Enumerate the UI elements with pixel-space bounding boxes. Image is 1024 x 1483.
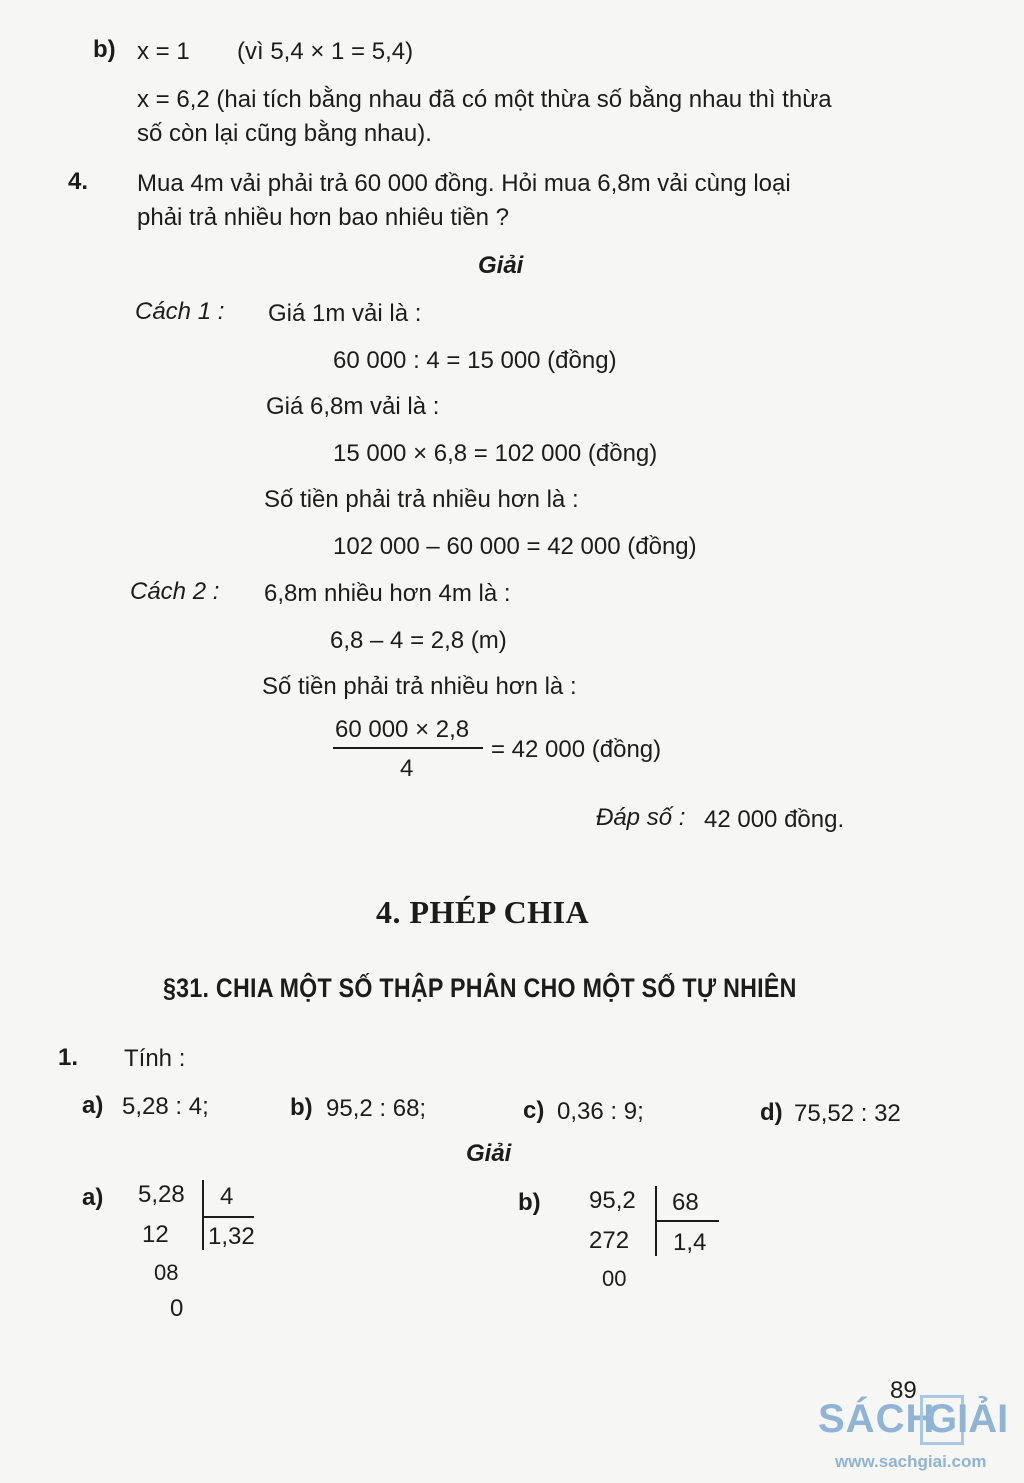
method1-label: Cách 1 :: [135, 298, 225, 325]
item-label-b: b): [93, 36, 116, 63]
answer-value: 42 000 đồng.: [704, 806, 845, 833]
problem-text-line2: phải trả nhiều hơn bao nhiêu tiền ?: [137, 204, 510, 231]
chapter-title: 4. PHÉP CHIA: [376, 894, 590, 930]
exercise-number: 1.: [58, 1044, 79, 1071]
exercise-item-b-expr: 95,2 : 68;: [326, 1095, 427, 1122]
method2-step2-text: Số tiền phải trả nhiều hơn là :: [262, 673, 577, 700]
equation-x-6-2: x = 6,2 (hai tích bằng nhau đã có một thừa số bằng nhau thì thừa: [137, 86, 832, 113]
division-a-horizontal-line: [202, 1216, 254, 1218]
method2-step1-text: 6,8m nhiều hơn 4m là :: [264, 580, 511, 607]
exercise-solution-heading: Giải: [466, 1140, 512, 1167]
method1-step3-calc: 102 000 – 60 000 = 42 000 (đồng): [333, 533, 697, 560]
section-title: §31. CHIA MỘT SỐ THẬP PHÂN CHO MỘT SỐ TỰ NHIÊN: [163, 973, 797, 1003]
method2-label: Cách 2 :: [130, 578, 220, 605]
method1-step1-calc: 60 000 : 4 = 15 000 (đồng): [333, 347, 617, 374]
sachgiai-logo: [818, 1395, 1018, 1455]
method1-step3-text: Số tiền phải trả nhiều hơn là :: [264, 486, 579, 513]
division-b-divisor: 68: [672, 1189, 699, 1216]
method2-step1-calc: 6,8 – 4 = 2,8 (m): [330, 627, 507, 654]
equation-x-1: x = 1: [137, 38, 190, 65]
equation-explanation: số còn lại cũng bằng nhau).: [137, 120, 432, 147]
problem-text-line1: Mua 4m vải phải trả 60 000 đồng. Hỏi mua 6,8m vải cùng loại: [137, 170, 791, 197]
method1-step2-text: Giá 6,8m vải là :: [266, 393, 440, 420]
method1-step2-calc: 15 000 × 6,8 = 102 000 (đồng): [333, 440, 658, 467]
division-a-quotient: 1,32: [208, 1223, 255, 1250]
division-b-dividend: 95,2: [589, 1187, 636, 1214]
division-a-divisor: 4: [220, 1183, 234, 1210]
exercise-item-d-label: d): [760, 1099, 783, 1126]
solution-heading: Giải: [478, 252, 524, 279]
answer-label: Đáp số :: [596, 804, 686, 831]
division-b-row-1: 272: [589, 1227, 630, 1254]
exercise-item-b-label: b): [290, 1094, 313, 1121]
division-a-dividend: 5,28: [138, 1181, 185, 1208]
fraction-bar: [333, 747, 483, 749]
exercise-instruction: Tính :: [124, 1045, 186, 1072]
division-b-quotient: 1,4: [673, 1229, 707, 1256]
division-b-label: b): [518, 1189, 541, 1216]
fraction-result: = 42 000 (đồng): [491, 736, 662, 763]
method1-step1-text: Giá 1m vải là :: [268, 300, 422, 327]
exercise-item-c-expr: 0,36 : 9;: [557, 1098, 644, 1125]
problem-number: 4.: [68, 168, 89, 195]
exercise-item-d-expr: 75,52 : 32: [794, 1100, 901, 1127]
logo-text-right: GIẢI: [926, 1397, 1009, 1441]
division-b-row-2: 00: [602, 1266, 627, 1291]
watermark-url: www.sachgiai.com: [835, 1452, 987, 1471]
fraction-numerator: 60 000 × 2,8: [335, 716, 470, 743]
fraction-denominator: 4: [400, 755, 414, 782]
division-b-horizontal-line: [655, 1220, 719, 1222]
exercise-item-a-label: a): [82, 1092, 104, 1119]
division-a-row-1: 12: [142, 1221, 169, 1248]
division-a-row-2: 08: [154, 1260, 179, 1285]
equation-note: (vì 5,4 × 1 = 5,4): [237, 38, 414, 65]
exercise-item-c-label: c): [523, 1097, 545, 1124]
division-a-row-3: 0: [170, 1295, 184, 1322]
division-a-vertical-line: [202, 1180, 204, 1250]
exercise-item-a-expr: 5,28 : 4;: [122, 1093, 209, 1120]
division-a-label: a): [82, 1184, 104, 1211]
page-number: 89: [890, 1377, 917, 1404]
logo-text-left: SÁCH: [818, 1397, 936, 1441]
